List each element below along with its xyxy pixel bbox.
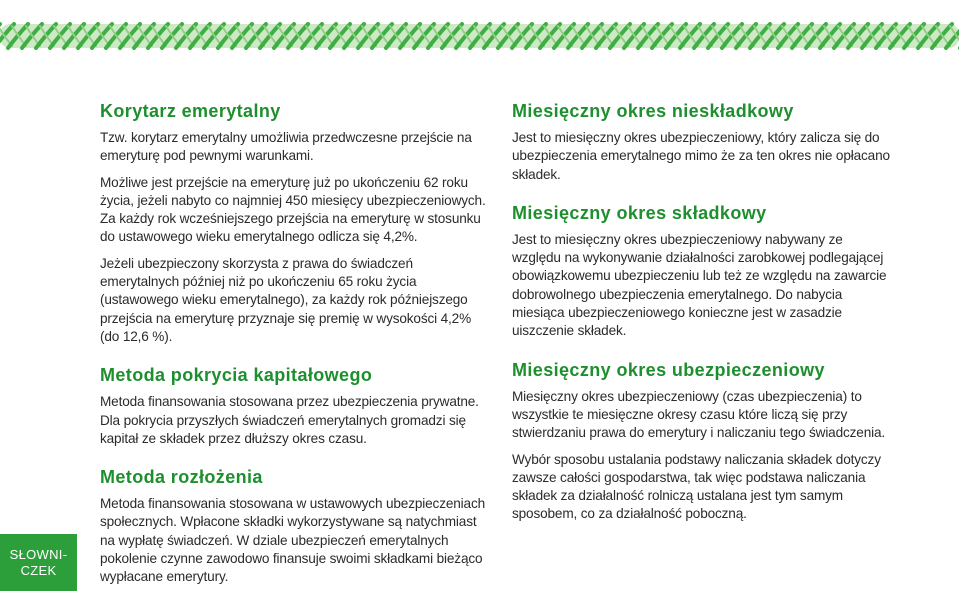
right-column xyxy=(512,100,892,542)
section-heading: Korytarz emerytalny xyxy=(100,101,281,121)
glossary-tab-label-line2: CZEK xyxy=(20,562,57,578)
section-heading: Metoda pokrycia kapitałowego xyxy=(100,365,373,386)
section-paragraph: Jest to miesięczny okres ubezpieczeniowy nabywany ze względu na wykonywanie działalności zarobkowej podlegającej obowiązkowemu ubezpieczeniu lub też ze względu na zawarcie dobrowolnego ubezpieczenia emerytalnego. Do nabycia miesiąca ubezpieczeniowego konieczne jest w zasadzie uiszczenie składek. xyxy=(512,231,887,339)
section-heading: Miesięczny okres składkowy xyxy=(512,202,767,223)
section-korytarz-emerytalny xyxy=(100,100,490,346)
section-metoda-pokrycia-kapitalowego xyxy=(100,364,490,448)
section-okres-ubezpieczeniowy xyxy=(512,359,892,524)
section-paragraph: Miesięczny okres ubezpieczeniowy (czas ubezpieczenia) to wszystkie te miesięczne okresy czasu które liczą się przy stwierdzaniu prawa do emerytury i naliczaniu tego świadczenia. xyxy=(512,388,886,441)
left-column xyxy=(100,100,490,605)
section-metoda-rozlozenia xyxy=(100,466,490,586)
section-paragraph: Jeżeli ubezpieczony skorzysta z prawa do świadczeń emerytalnych później niż po ukończeniu 65 roku życia (ustawowego wieku emerytalnego), za każdy rok późniejszego przejścia na emeryturę przyznaje się premię w wysokości 4,2% (do 12,6 %). xyxy=(100,255,472,344)
glossary-tab-label-line1: SŁOWNI- xyxy=(9,546,68,562)
section-okres-nieskladkowy xyxy=(512,100,892,184)
decorative-rope-border xyxy=(0,14,959,58)
section-heading: Miesięczny okres nieskładkowy xyxy=(512,101,794,121)
section-heading: Metoda rozłożenia xyxy=(100,467,263,488)
section-okres-skladkowy xyxy=(512,202,892,341)
section-paragraph: Metoda finansowania stosowana przez ubezpieczenia prywatne. Dla pokrycia przyszłych świadczeń emerytalnych gromadzi się kapitał ze składek przez dłuższy okres czasu. xyxy=(100,394,479,446)
glossary-tab[interactable] xyxy=(0,534,77,591)
section-paragraph: Metoda finansowania stosowana w ustawowych ubezpieczeniach społecznych. Wpłacone składki wykorzystywane są natychmiast na wypłatę świadczeń. W dziale ubezpieczeń emerytalnych pokolenie czynne zawodowo finansuje swoimi składkami bieżąco wypłacane emerytury. xyxy=(100,496,485,585)
section-paragraph: Jest to miesięczny okres ubezpieczeniowy, który zalicza się do ubezpieczenia emerytalnego mimo że za ten okres nie opłacano składek. xyxy=(512,130,890,182)
section-paragraph: Możliwe jest przejście na emeryturę już po ukończeniu 62 roku życia, jeżeli nabyto co najmniej 450 miesięcy ubezpieczeniowych. Za każdy rok wcześniejszego przejścia na emeryturę w stosunku do ustawowego wieku emerytalnego odlicza się 4,2%. xyxy=(100,174,486,245)
section-heading: Miesięczny okres ubezpieczeniowy xyxy=(512,359,825,380)
section-paragraph: Wybór sposobu ustalania podstawy naliczania składek dotyczy zawsze całości gospodarstwa, tak więc podstawa naliczania składek za działalność rolniczą ustalana jest tym samym sposobem, co za działalność poboczną. xyxy=(512,451,881,522)
section-paragraph: Tzw. korytarz emerytalny umożliwia przedwczesne przejście na emeryturę pod pewnymi warunkami. xyxy=(100,130,472,164)
